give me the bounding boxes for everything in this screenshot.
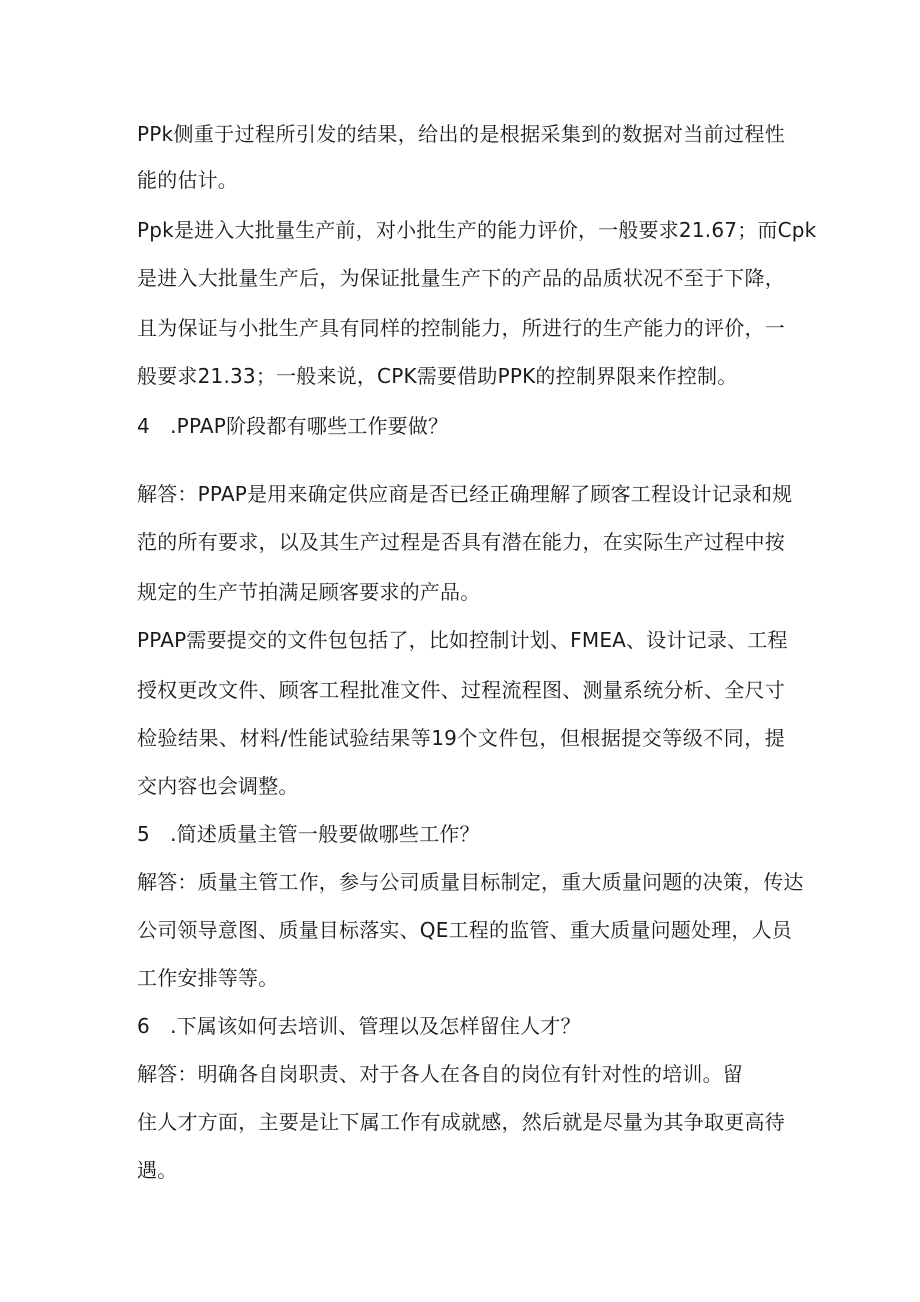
paragraph-line: 公司领导意图、质量目标落实、QE工程的监管、重大质量问题处理，人员 <box>137 918 792 942</box>
paragraph-line: 检验结果、材料/性能试验结果等19个文件包，但根据提交等级不同，提 <box>137 726 785 750</box>
paragraph-line: 工作安排等等。 <box>137 966 279 990</box>
paragraph-line: 解答：明确各自岗职责、对于各人在各自的岗位有针对性的培训。留 <box>137 1062 743 1086</box>
paragraph-line: 遇。 <box>137 1158 178 1182</box>
paragraph-line: 交内容也会调整。 <box>137 774 299 798</box>
paragraph-line: 且为保证与小批生产具有同样的控制能力，所进行的生产能力的评价，一 <box>137 316 785 340</box>
paragraph-line: 是进入大批量生产后，为保证批量生产下的产品的品质状况不至于下降， <box>137 266 785 290</box>
paragraph-line: 授权更改文件、顾客工程批准文件、过程流程图、测量系统分析、全尺寸 <box>137 678 785 702</box>
paragraph-line: PPk侧重于过程所引发的结果，给出的是根据采集到的数据对当前过程性 <box>137 122 785 146</box>
section-heading: 4 .PPAP阶段都有哪些工作要做？ <box>137 414 449 438</box>
paragraph-line: 范的所有要求，以及其生产过程是否具有潜在能力，在实际生产过程中按 <box>137 530 785 554</box>
paragraph-line: 解答：质量主管工作，参与公司质量目标制定，重大质量问题的决策，传达 <box>137 870 804 894</box>
paragraph-line: 能的估计。 <box>137 168 238 192</box>
paragraph-line: 解答：PPAP是用来确定供应商是否已经正确理解了顾客工程设计记录和规 <box>137 482 793 506</box>
section-heading: 5 .简述质量主管一般要做哪些工作？ <box>137 822 480 846</box>
paragraph-line: 住人才方面，主要是让下属工作有成就感，然后就是尽量为其争取更高待 <box>137 1110 785 1134</box>
paragraph-line: 般要求21.33；一般来说，CPK需要借助PPK的控制界限来作控制。 <box>137 364 738 388</box>
paragraph-line: Ppk是进入大批量生产前，对小批生产的能力评价，一般要求21.67；而Cpk <box>137 218 817 242</box>
paragraph-line: PPAP需要提交的文件包包括了，比如控制计划、FMEA、设计记录、工程 <box>137 628 788 652</box>
section-heading: 6 .下属该如何去培训、管理以及怎样留住人才？ <box>137 1014 581 1038</box>
paragraph-line: 规定的生产节拍满足顾客要求的产品。 <box>137 580 481 604</box>
